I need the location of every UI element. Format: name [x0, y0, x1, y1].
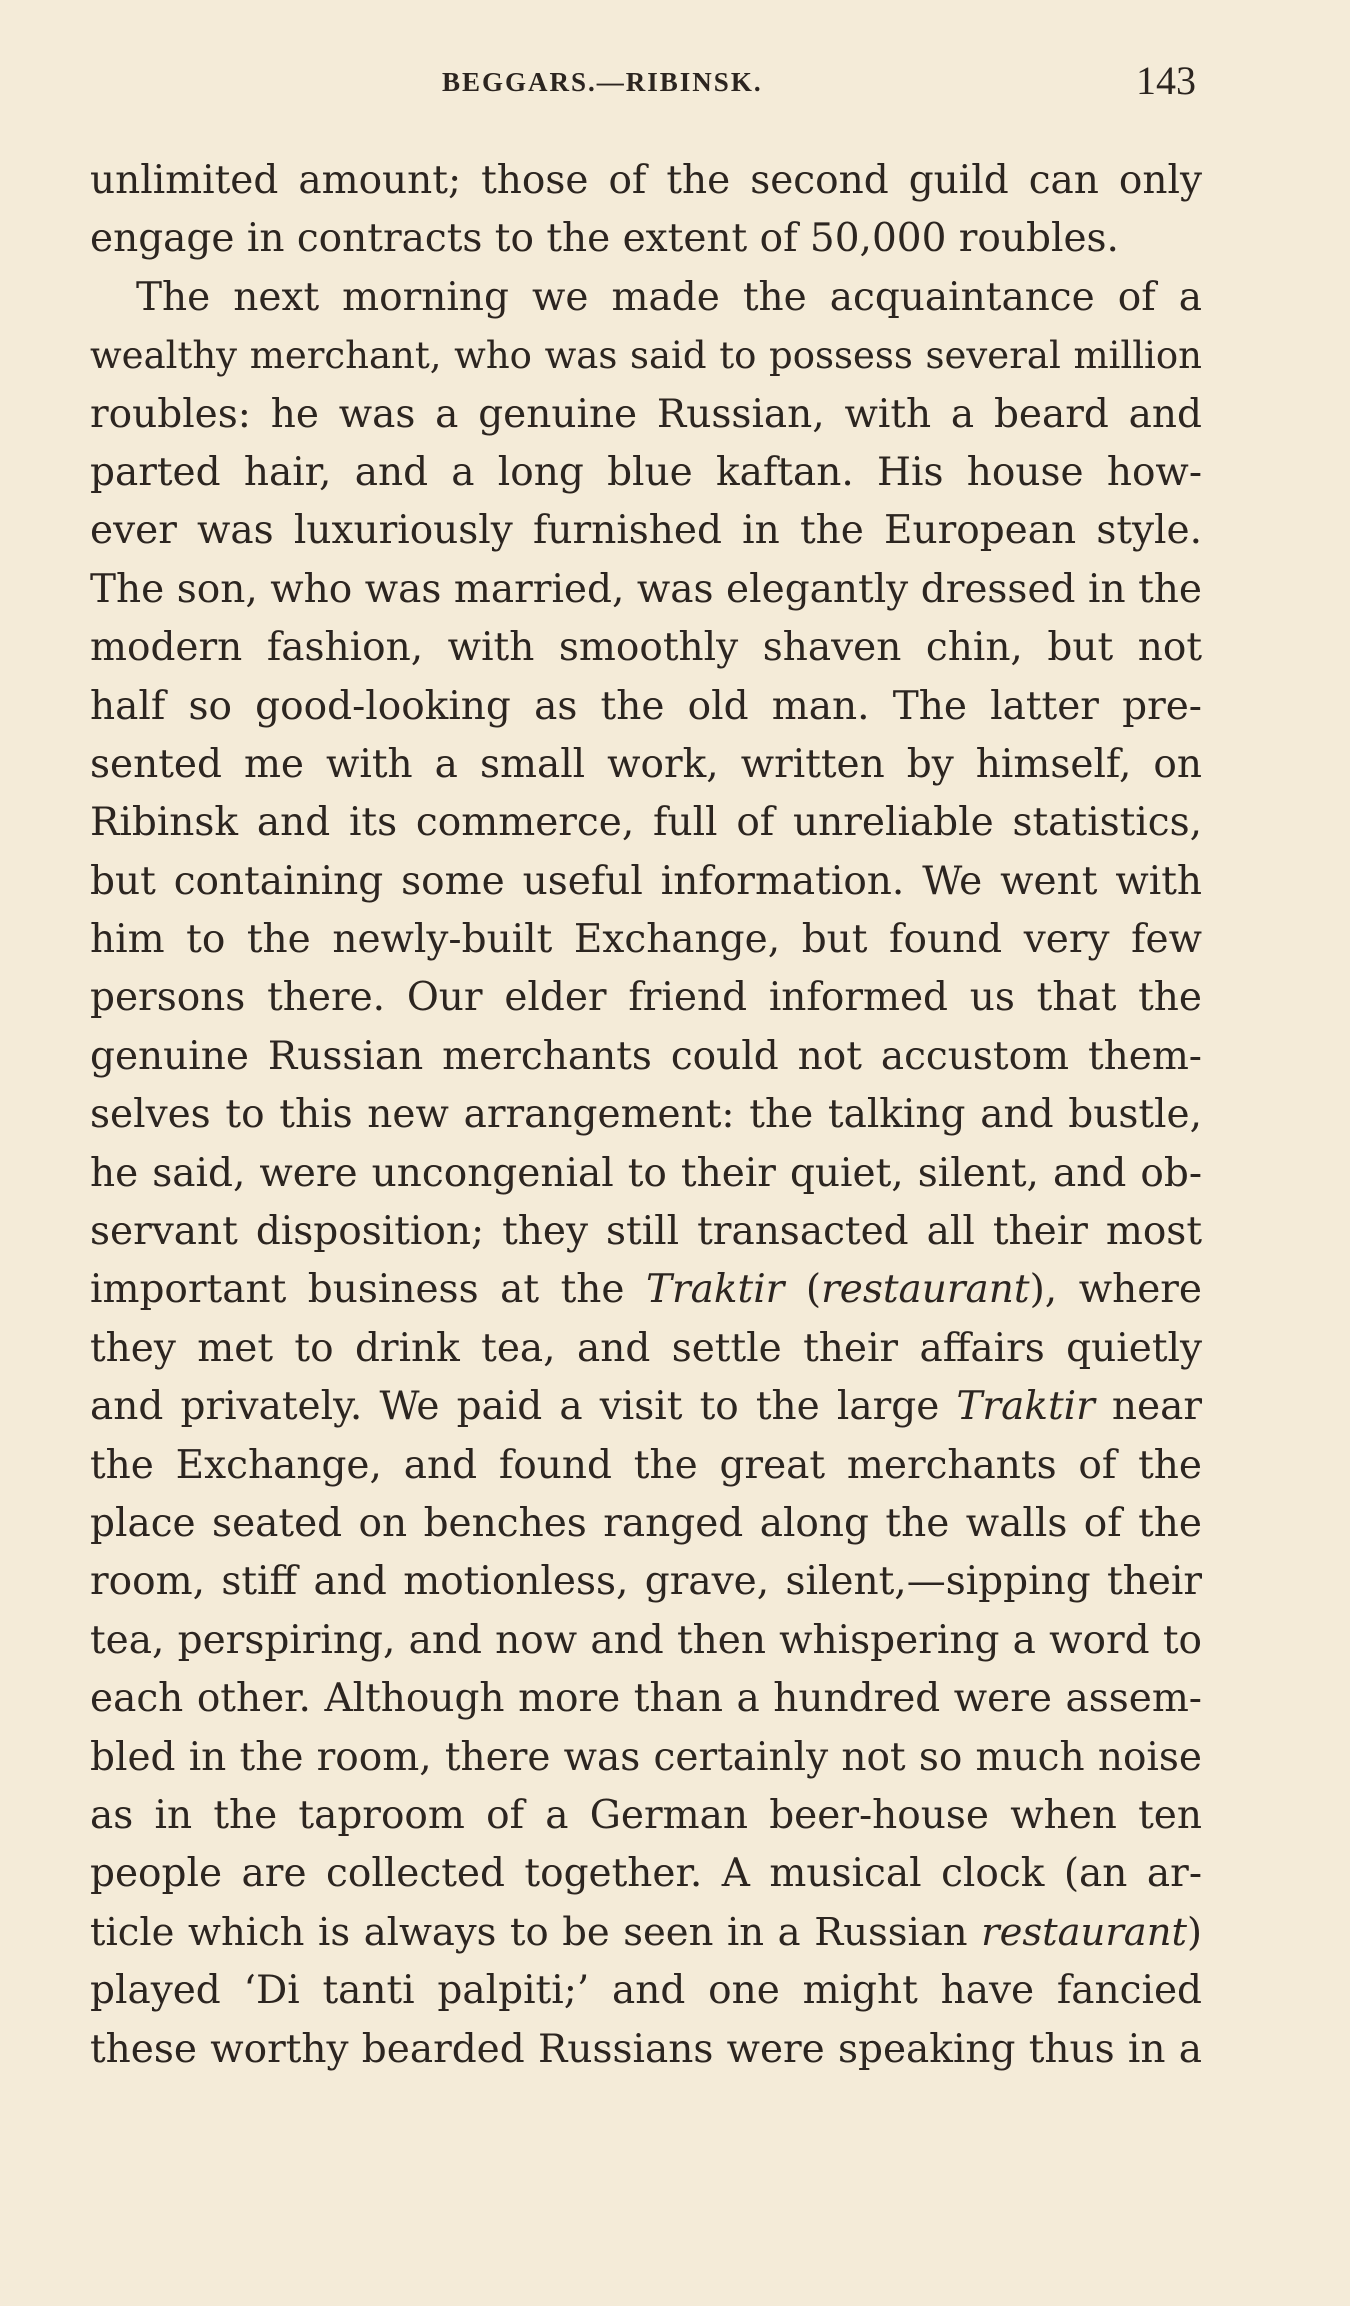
text-line	[90, 1729, 1202, 1787]
text-run: wealthy merchant, who was said to possess several million	[90, 334, 1202, 378]
text-run: as in the taproom of a German beer-house when ten	[90, 1792, 1202, 1838]
italic-text-run: restaurant	[821, 1267, 1030, 1313]
text-run: engage in contracts to the extent of 50,000 roubles.	[90, 216, 1119, 262]
text-line	[90, 269, 1202, 327]
text-line	[90, 678, 1202, 736]
text-line	[90, 1437, 1202, 1495]
text-run: The son, who was married, was elegantly dressed in the	[90, 566, 1202, 612]
text-run: parted hair, and a long blue kaftan. His house how-	[90, 449, 1202, 495]
text-run: half so good-looking as the old man. The latter pre-	[90, 683, 1202, 729]
italic-text-run: restaurant	[981, 1909, 1187, 1955]
text-line	[90, 969, 1202, 1027]
text-run: but containing some useful information. We went with	[90, 858, 1202, 904]
text-run: tea, perspiring, and now and then whispering a word to	[90, 1617, 1202, 1663]
text-run: ever was luxuriously furnished in the European style.	[90, 508, 1202, 554]
text-line	[90, 1203, 1202, 1261]
text-line	[90, 1261, 1202, 1319]
text-line	[90, 386, 1202, 444]
text-run: they met to drink tea, and settle their affairs quietly	[90, 1325, 1202, 1371]
text-line	[90, 794, 1202, 852]
text-line	[90, 152, 1202, 210]
page-header	[90, 55, 1202, 105]
italic-text-run: Traktir	[956, 1384, 1095, 1430]
text-run: important business at the	[90, 1267, 646, 1313]
text-run: sented me with a small work, written by himself, on	[90, 741, 1202, 787]
text-line	[90, 911, 1202, 969]
text-run: The next morning we made the acquaintance of a	[136, 274, 1202, 320]
text-line	[90, 444, 1202, 502]
running-head: BEGGARS.—RIBINSK.	[442, 67, 763, 97]
text-run: roubles: he was a genuine Russian, with a beard and	[90, 391, 1202, 437]
text-line	[90, 1904, 1202, 1962]
text-line	[90, 1670, 1202, 1728]
text-run: near	[1094, 1384, 1202, 1430]
text-run: ), where	[1029, 1267, 1202, 1313]
text-run: genuine Russian merchants could not accustom them-	[90, 1033, 1202, 1079]
text-line	[90, 853, 1202, 911]
text-run: people are collected together. A musical clock (an ar-	[90, 1851, 1202, 1897]
text-line	[90, 210, 1202, 268]
text-run: played ‘Di tanti palpiti;’ and one might have fancied	[90, 1968, 1202, 2014]
text-run: the Exchange, and found the great merchants of the	[90, 1442, 1202, 1488]
text-line	[90, 2021, 1202, 2079]
page-number: 143	[1136, 58, 1196, 103]
text-run: servant disposition; they still transacted all their most	[90, 1209, 1202, 1255]
text-line	[90, 1962, 1202, 2020]
text-line	[90, 1028, 1202, 1086]
text-run: unlimited amount; those of the second guild can only	[90, 158, 1202, 203]
text-run: Ribinsk and its commerce, full of unreliable statistics,	[90, 800, 1202, 846]
body-text	[90, 152, 1202, 2079]
text-line	[90, 1086, 1202, 1144]
text-run: modern fashion, with smoothly shaven chin, but not	[90, 625, 1202, 671]
text-line	[90, 327, 1202, 385]
text-run: place seated on benches ranged along the walls of the	[90, 1500, 1202, 1546]
text-run: and privately. We paid a visit to the large	[90, 1384, 957, 1430]
text-line	[90, 561, 1202, 619]
text-run: )	[1186, 1909, 1202, 1955]
text-line	[90, 1320, 1202, 1378]
text-line	[90, 1553, 1202, 1611]
text-line	[90, 1378, 1202, 1436]
text-line	[90, 1495, 1202, 1553]
text-line	[90, 502, 1202, 560]
text-run: selves to this new arrangement: the talking and bustle,	[90, 1092, 1202, 1138]
text-run: room, stiff and motionless, grave, silent,—sipping their	[90, 1559, 1202, 1605]
text-line	[90, 736, 1202, 794]
text-line	[90, 619, 1202, 677]
text-run: persons there. Our elder friend informed us that the	[90, 975, 1202, 1021]
text-line	[90, 1145, 1202, 1203]
text-run: bled in the room, there was certainly not so much noise	[90, 1734, 1202, 1780]
text-run: him to the newly-built Exchange, but found very few	[90, 917, 1202, 963]
text-run: (	[784, 1267, 822, 1313]
text-run: these worthy bearded Russians were speaking thus in a	[90, 2026, 1202, 2072]
text-line	[90, 1787, 1202, 1845]
text-line	[90, 1612, 1202, 1670]
text-run: each other. Although more than a hundred were assem-	[90, 1676, 1202, 1722]
text-line	[90, 1845, 1202, 1903]
text-run: he said, were uncongenial to their quiet, silent, and ob-	[90, 1150, 1202, 1196]
italic-text-run: Traktir	[646, 1267, 785, 1313]
text-run: ticle which is always to be seen in a Russian	[90, 1909, 982, 1955]
